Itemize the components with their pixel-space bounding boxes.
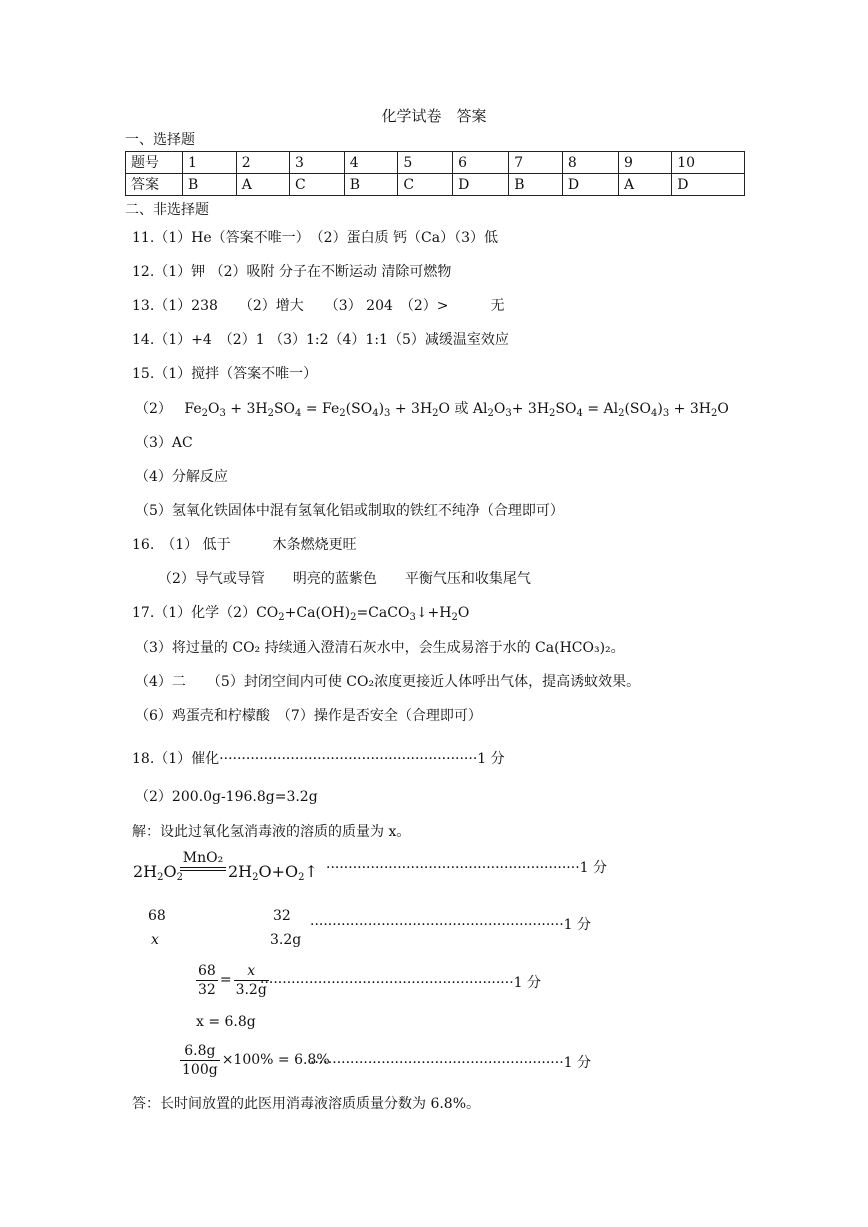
- q17-equation: $CO_2+Ca(OH)_2=CaCO_3↓+H_2O$: [256, 605, 470, 623]
- table-cell-number: 8: [562, 152, 618, 174]
- page-title: 化学试卷 答案: [381, 107, 487, 125]
- table-cell-number: 4: [344, 152, 398, 174]
- ratio-dots: ·························································1 分: [310, 917, 592, 933]
- table-cell-number: 3: [289, 152, 344, 174]
- reaction-catalyst: [180, 850, 226, 871]
- section-heading-choice: 一、选择题: [125, 132, 195, 148]
- answer-table: [125, 151, 745, 196]
- table-cell-answer: A: [236, 174, 289, 196]
- proportion-dots: ·························································1 分: [260, 975, 542, 991]
- double-line: [180, 867, 226, 871]
- answer-q17-6: （6）鸡蛋壳和柠檬酸 （7）操作是否安全（合理即可）: [135, 708, 482, 724]
- answer-q17-3: （3）将过量的 CO₂ 持续通入澄清石灰水中，会生成易溶于水的 Ca(HCO₃)₂。: [135, 640, 625, 656]
- table-cell-number: 2: [236, 152, 289, 174]
- ratio-var-3-2g: 3.2g: [270, 932, 302, 948]
- solution-intro: 解：设此过氧化氢消毒液的溶质的质量为 x。: [132, 824, 411, 840]
- conclusion: 答：长时间放置的此医用消毒液溶质质量分数为 6.8%。: [132, 1096, 481, 1112]
- fraction-6-8g-100g: $\frac{6.8g}{100g}$: [182, 1042, 218, 1078]
- answer-q15-3: （3）AC: [135, 435, 193, 451]
- table-cell-number: 10: [672, 152, 745, 174]
- x-result: x = 6.8g: [196, 1014, 256, 1030]
- table-cell-answer: C: [289, 174, 344, 196]
- proportion-equation: $\frac{68}{32}$ = $\frac{x}{3.2g}$: [198, 962, 267, 998]
- answer-q15-2: [135, 399, 729, 419]
- table-row: [126, 174, 745, 196]
- table-cell-answer: D: [453, 174, 509, 196]
- answer-q14: 14.（1）+4 （2）1 （3）1:2（4）1:1（5）减缓温室效应: [132, 332, 509, 348]
- table-cell-number: 5: [398, 152, 453, 174]
- ratio-var-x: x: [151, 932, 159, 948]
- table-cell-answer: C: [398, 174, 453, 196]
- q15-equation: $Fe_2O_3 + 3H_2SO_4 = Fe_2(SO_4)_3 + 3H_2O$ 或 $Al_2O_3+ 3H_2SO_4 = Al_2(SO_4)_3 + 3H_2O$: [184, 401, 729, 419]
- table-cell-number: 1: [183, 152, 237, 174]
- answer-q17-4: （4）二 （5）封闭空间内可使 CO₂浓度更接近人体呼出气体，提高诱蚊效果。: [135, 674, 641, 690]
- table-header-label: 题号: [126, 152, 183, 174]
- answer-q11: 11.（1）He（答案不唯一） （2）蛋白质 钙（Ca）（3）低: [132, 230, 498, 246]
- answer-q12: 12.（1）钾 （2）吸附 分子在不断运动 清除可燃物: [132, 264, 452, 280]
- answer-q17-1: [132, 603, 469, 623]
- answer-q15-1: 15.（1）搅拌（答案不唯一）: [132, 366, 318, 382]
- percentage-dots: ·························································1 分: [310, 1055, 592, 1071]
- fraction-68-32: $\frac{68}{32}$: [198, 962, 216, 998]
- percentage-equation: $\frac{6.8g}{100g}$ ×100% = 6.8%: [182, 1042, 330, 1078]
- answer-q16-1: 16. （1） 低于 木条燃烧更旺: [132, 537, 357, 553]
- answer-q18-2: （2）200.0g-196.8g=3.2g: [135, 789, 318, 805]
- table-cell-answer: A: [618, 174, 671, 196]
- answer-q15-5: （5）氢氧化铁固体中混有氢氧化铝或制取的铁红不纯净（合理即可）: [135, 503, 564, 519]
- table-answer-label: 答案: [126, 174, 183, 196]
- table-cell-answer: B: [344, 174, 398, 196]
- q17-1-prefix: 17.（1）化学（2）: [132, 605, 257, 621]
- table-cell-answer: B: [183, 174, 237, 196]
- table-cell-answer: B: [509, 174, 563, 196]
- table-cell-number: 9: [618, 152, 671, 174]
- reaction-products: $2H_2O+O_2↑$: [228, 862, 318, 883]
- table-row: [126, 152, 745, 174]
- section-heading-nonchoice: 二、非选择题: [125, 202, 209, 218]
- reaction-reactant: $2H_2O_2$: [133, 862, 184, 883]
- answer-q13: 13.（1）238 （2）增大 （3） 204 （2）> 无: [132, 298, 505, 314]
- table-cell-number: 6: [453, 152, 509, 174]
- answer-q18-1: 18.（1）催化··························································1 分: [132, 751, 505, 767]
- catalyst-label: MnO₂: [182, 850, 224, 866]
- q15-2-prefix: （2）: [135, 401, 172, 417]
- table-cell-number: 7: [509, 152, 563, 174]
- ratio-mass-68: 68: [148, 908, 166, 924]
- equation-dots: ·························································1 分: [326, 860, 608, 876]
- answer-q15-4: （4）分解反应: [135, 469, 228, 485]
- fraction-x-3-2g: $\frac{x}{3.2g}$: [235, 962, 267, 998]
- table-cell-answer: D: [672, 174, 745, 196]
- table-cell-answer: D: [562, 174, 618, 196]
- ratio-mass-32: 32: [273, 908, 291, 924]
- answer-q16-2: （2）导气或导管 明亮的蓝紫色 平衡气压和收集尾气: [158, 571, 531, 587]
